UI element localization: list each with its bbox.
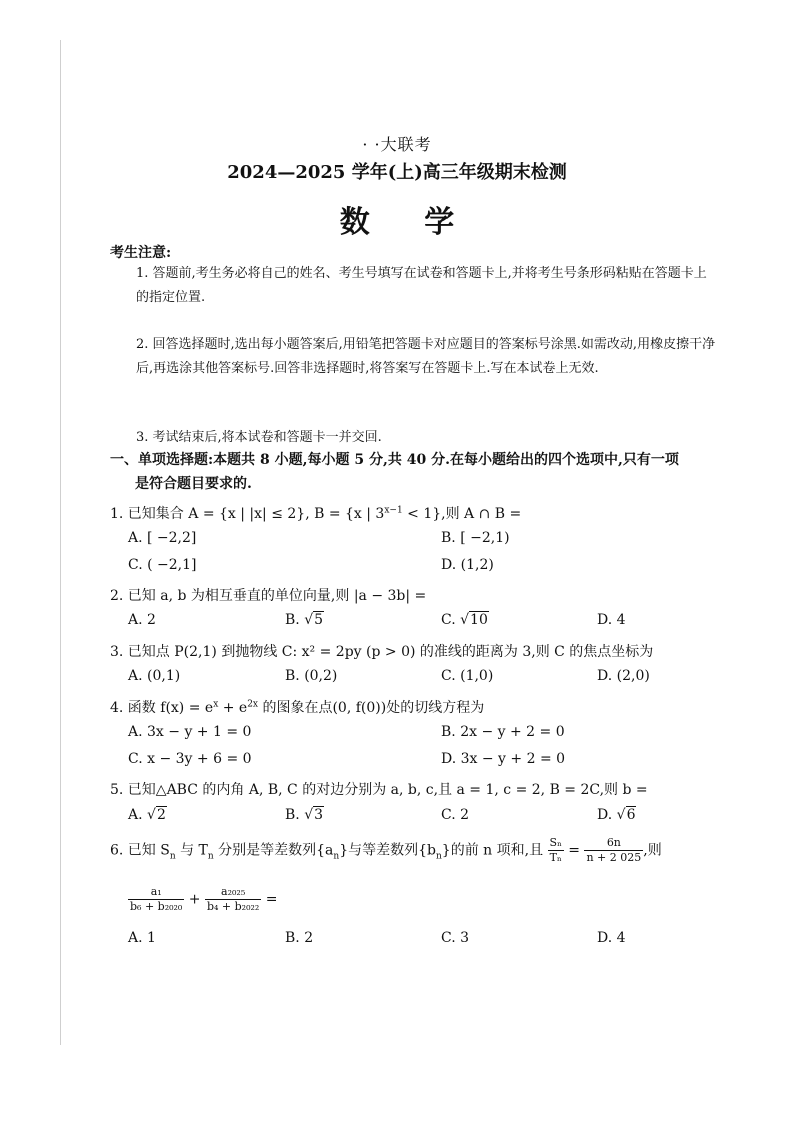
q2-option-c-label: C. <box>441 612 461 628</box>
notice-item: 3. 考试结束后,将本试卷和答题卡一并交回. <box>136 430 382 445</box>
q5-option-d-radicand: 6 <box>626 807 636 823</box>
subject-title: 数 学 <box>339 205 477 240</box>
q6-stem-part: }的前 n 项和,且 <box>441 842 544 859</box>
q3-option-d: D. (2,0) <box>597 668 650 684</box>
q1-stem-part: 1. 已知集合 A = {x | |x| ≤ 2}, B = {x | 3 <box>110 506 385 522</box>
q5-option-d-label: D. <box>597 807 617 823</box>
q4-option-b: B. 2x − y + 2 = 0 <box>441 724 565 740</box>
q1-option-a: A. [ −2,2] <box>128 530 197 546</box>
q4-option-d: D. 3x − y + 2 = 0 <box>441 751 566 767</box>
q6-frac-numerator: Sₙ <box>549 836 562 849</box>
q2-option-b: B. √5 <box>285 612 324 628</box>
q6-plus: + <box>184 891 205 908</box>
q6-subscript: n <box>436 851 442 862</box>
q1-option-b: B. [ −2,1) <box>441 530 510 546</box>
q4-stem-part: + e <box>218 700 248 716</box>
q3-option-a: A. (0,1) <box>128 668 181 684</box>
exam-title: 2024—2025 学年(上)高三年级期末检测 <box>227 162 567 183</box>
q6-stem-part: }与等差数列{b <box>339 842 436 859</box>
q1-option-d: D. (1,2) <box>441 557 494 573</box>
q6-fraction-ratio <box>584 836 643 865</box>
q4-option-a: A. 3x − y + 1 = 0 <box>128 724 252 740</box>
q6-equals: = <box>563 842 585 859</box>
q6-expr-fraction-1 <box>128 885 184 914</box>
q5-option-b-label: B. <box>285 807 305 823</box>
q6-fraction-s-over-t <box>548 836 564 865</box>
question-4-stem <box>110 697 484 717</box>
q1-exponent: x−1 <box>384 505 403 516</box>
q6-option-c: C. 3 <box>441 930 470 946</box>
q6-frac-denominator: n + 2 025 <box>586 851 642 864</box>
q5-option-a: A. √2 <box>128 807 166 823</box>
q4-stem-part: 4. 函数 f(x) = e <box>110 700 214 716</box>
q6-equals: = <box>261 891 278 908</box>
section-heading <box>110 448 710 496</box>
question-1-stem <box>110 503 521 523</box>
section-heading-line2: 是符合题目要求的. <box>135 476 252 492</box>
exam-org: · ·大联考 <box>362 135 432 154</box>
q5-option-b-radicand: 3 <box>314 807 324 823</box>
question-2-stem: 2. 已知 a, b 为相互垂直的单位向量,则 |a − 3b| = <box>110 588 427 604</box>
q6-expression <box>128 885 278 914</box>
q5-option-c: C. 2 <box>441 807 470 823</box>
q2-option-d: D. 4 <box>597 612 626 628</box>
notice-item: 1. 答题前,考生务必将自己的姓名、考生号填写在试卷和答题卡上,并将考生号条形码粘贴在答题卡上的指定位置. <box>136 266 707 305</box>
q6-option-a: A. 1 <box>128 930 156 946</box>
q6-expr-fraction-2 <box>205 885 261 914</box>
q6-stem-part: 6. 已知 S <box>110 842 170 859</box>
q5-option-b: B. √3 <box>285 807 324 823</box>
q6-subscript: n <box>169 851 176 862</box>
q6-frac-numerator: a₂₀₂₅ <box>205 885 261 900</box>
q6-subscript: n <box>333 851 340 862</box>
q1-stem-part: < 1},则 A ∩ B = <box>402 506 522 522</box>
q6-frac-numerator: 6n <box>584 836 643 851</box>
q6-subscript: n <box>207 851 214 862</box>
q6-frac-denominator: b₆ + b₂₀₂₀ <box>130 900 183 913</box>
q5-option-a-label: A. <box>128 807 148 823</box>
q5-option-d: D. √6 <box>597 807 636 823</box>
q2-option-a: A. 2 <box>128 612 156 628</box>
q6-frac-denominator: Tₙ <box>549 851 562 864</box>
q6-stem-part: 与 T <box>175 842 208 859</box>
q2-option-b-radicand: 5 <box>314 612 324 628</box>
q4-exponent: x <box>213 699 219 710</box>
q2-option-c: C. √10 <box>441 612 488 628</box>
q4-option-c: C. x − 3y + 6 = 0 <box>128 751 252 767</box>
q1-option-c: C. ( −2,1] <box>128 557 197 573</box>
q6-frac-numerator: a₁ <box>128 885 184 900</box>
q6-option-b: B. 2 <box>285 930 314 946</box>
notice-title: 考生注意: <box>110 245 172 261</box>
q6-option-d: D. 4 <box>597 930 626 946</box>
margin-rule <box>60 40 61 1045</box>
section-heading-line1: 一、单项选择题:本题共 8 小题,每小题 5 分,共 40 分.在每小题给出的四个选项中,只有一项 <box>110 452 679 468</box>
q3-option-c: C. (1,0) <box>441 668 494 684</box>
question-5-stem: 5. 已知△ABC 的内角 A, B, C 的对边分别为 a, b, c,且 a = 1, c = 2, B = 2C,则 b = <box>110 782 648 798</box>
q2-option-c-radicand: 10 <box>470 612 488 628</box>
notice-item: 2. 回答选择题时,选出每小题答案后,用铅笔把答题卡对应题目的答案标号涂黑.如需改动,用橡皮擦干净后,再选涂其他答案标号.回答非选择题时,将答案写在答题卡上.写在本试卷上无效. <box>136 337 716 376</box>
q6-stem-part: ,则 <box>643 842 662 859</box>
q5-option-a-radicand: 2 <box>156 807 166 823</box>
q3-option-b: B. (0,2) <box>285 668 338 684</box>
question-6-stem <box>110 836 662 865</box>
q6-frac-denominator: b₄ + b₂₀₂₂ <box>206 900 260 913</box>
q6-stem-part: 分别是等差数列{a <box>213 842 334 859</box>
question-3-stem: 3. 已知点 P(2,1) 到抛物线 C: x² = 2py (p > 0) 的准线的距离为 3,则 C 的焦点坐标为 <box>110 644 654 660</box>
q4-exponent: 2x <box>247 699 258 710</box>
q4-stem-part: 的图象在点(0, f(0))处的切线方程为 <box>258 700 485 716</box>
q2-option-b-label: B. <box>285 612 305 628</box>
